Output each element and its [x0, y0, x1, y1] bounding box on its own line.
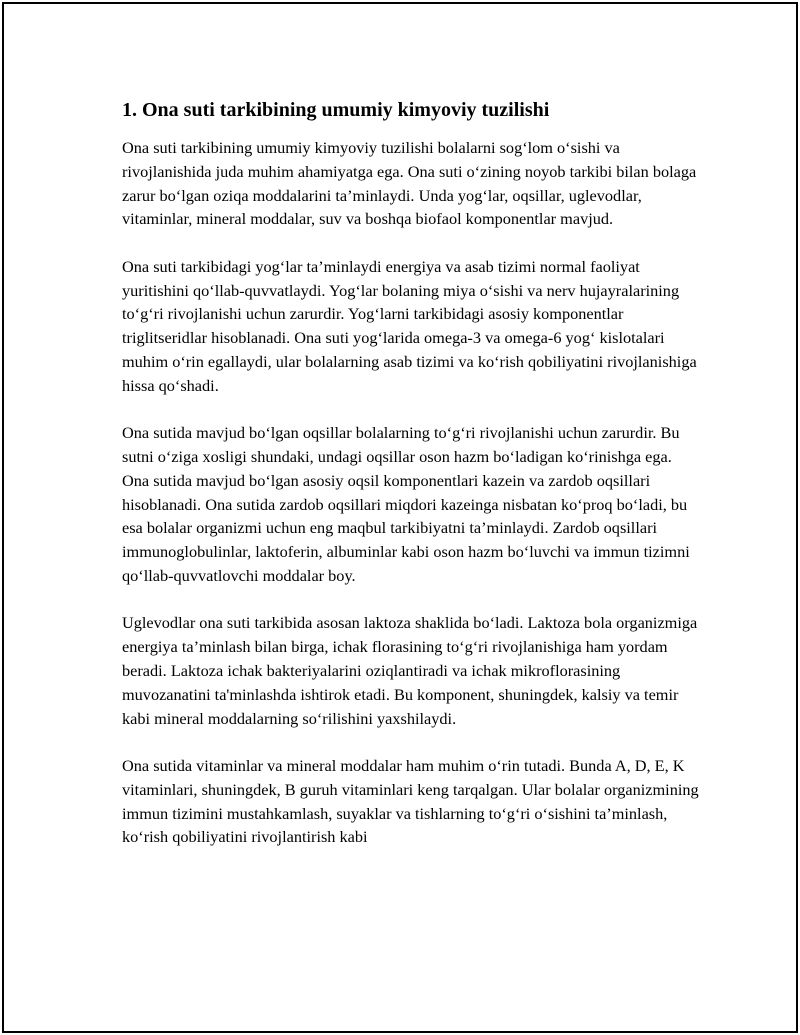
paragraph-vitamins: Ona sutida vitaminlar va mineral moddalar ham muhim o‘rin tutadi. Bunda A, D, E, K vitaminlari, shuningdek, B guruh vitaminlari keng tarqalgan. Ular bolalar organizmining immun tizimini mustahkamlash, suyaklar va tishlarning to‘g‘ri o‘sishini ta’minlash, ko‘rish qobiliyatini rivojlantirish kabi [122, 755, 699, 847]
paragraph-intro: Ona suti tarkibining umumiy kimyoviy tuzilishi bolalarni sog‘lom o‘sishi va rivojlanishida juda muhim ahamiyatga ega. Ona suti o‘zining noyob tarkibi bilan bolaga zarur bo‘lgan oziqa moddalarini ta’minlaydi. Unda yog‘lar, oqsillar, uglevodlar, vitaminlar, mineral moddalar, suv va boshqa biofaol komponentlar mavjud. [122, 138, 697, 229]
page-frame [2, 2, 798, 1033]
paragraph-fats: Ona suti tarkibidagi yog‘lar ta’minlaydi energiya va asab tizimi normal faoliyat yuritishini qo‘llab-quvvatlaydi. Yog‘lar bolaning miya o‘sishi va nerv hujayralarining to‘g‘ri rivojlanishi uchun zarurdir. Yog‘larni tarkibidagi asosiy komponentlar triglitseridlar hisoblanadi. Ona suti yog‘larida omega-3 va omega-6 yog‘ kislotalari muhim o‘rin egallaydi, ular bolalarning asab tizimi va ko‘rish qobiliyatini rivojlanishiga hissa qo‘shadi. [122, 256, 697, 395]
page-title: 1. Ona suti tarkibining umumiy kimyoviy tuzilishi [122, 99, 550, 121]
paragraph-proteins: Ona sutida mavjud bo‘lgan oqsillar bolalarning to‘g‘ri rivojlanishi uchun zarurdir. Bu sutni o‘ziga xosligi shundaki, undagi oqsillar oson hazm bo‘ladigan ko‘rinishga ega. Ona sutida mavjud bo‘lgan asosiy oqsil komponentlari kazein va zardob oqsillari hisoblanadi. Ona sutida zardob oqsillari miqdori kazeinga nisbatan ko‘proq bo‘ladi, bu esa bolalar organizmi uchun eng maqbul tarkibiyatni ta’minlaydi. Zardob oqsillari immunoglobulinlar, laktoferin, albuminlar kabi oson hazm bo‘luvchi va immun tizimni qo‘llab-quvvatlovchi moddalar boy. [122, 423, 690, 585]
document-body [122, 97, 702, 873]
paragraph-carbohydrates: Uglevodlar ona suti tarkibida asosan laktoza shaklida bo‘ladi. Laktoza bola organizmiga energiya ta’minlash bilan birga, ichak florasining to‘g‘ri rivojlanishiga ham yordam beradi. Laktoza ichak bakteriyalarini oziqlantiradi va ichak mikroflorasining muvozanatini ta'minlashda ishtirok etadi. Bu komponent, shuningdek, kalsiy va temir kabi mineral moddalarning so‘rilishini yaxshilaydi. [122, 613, 698, 728]
